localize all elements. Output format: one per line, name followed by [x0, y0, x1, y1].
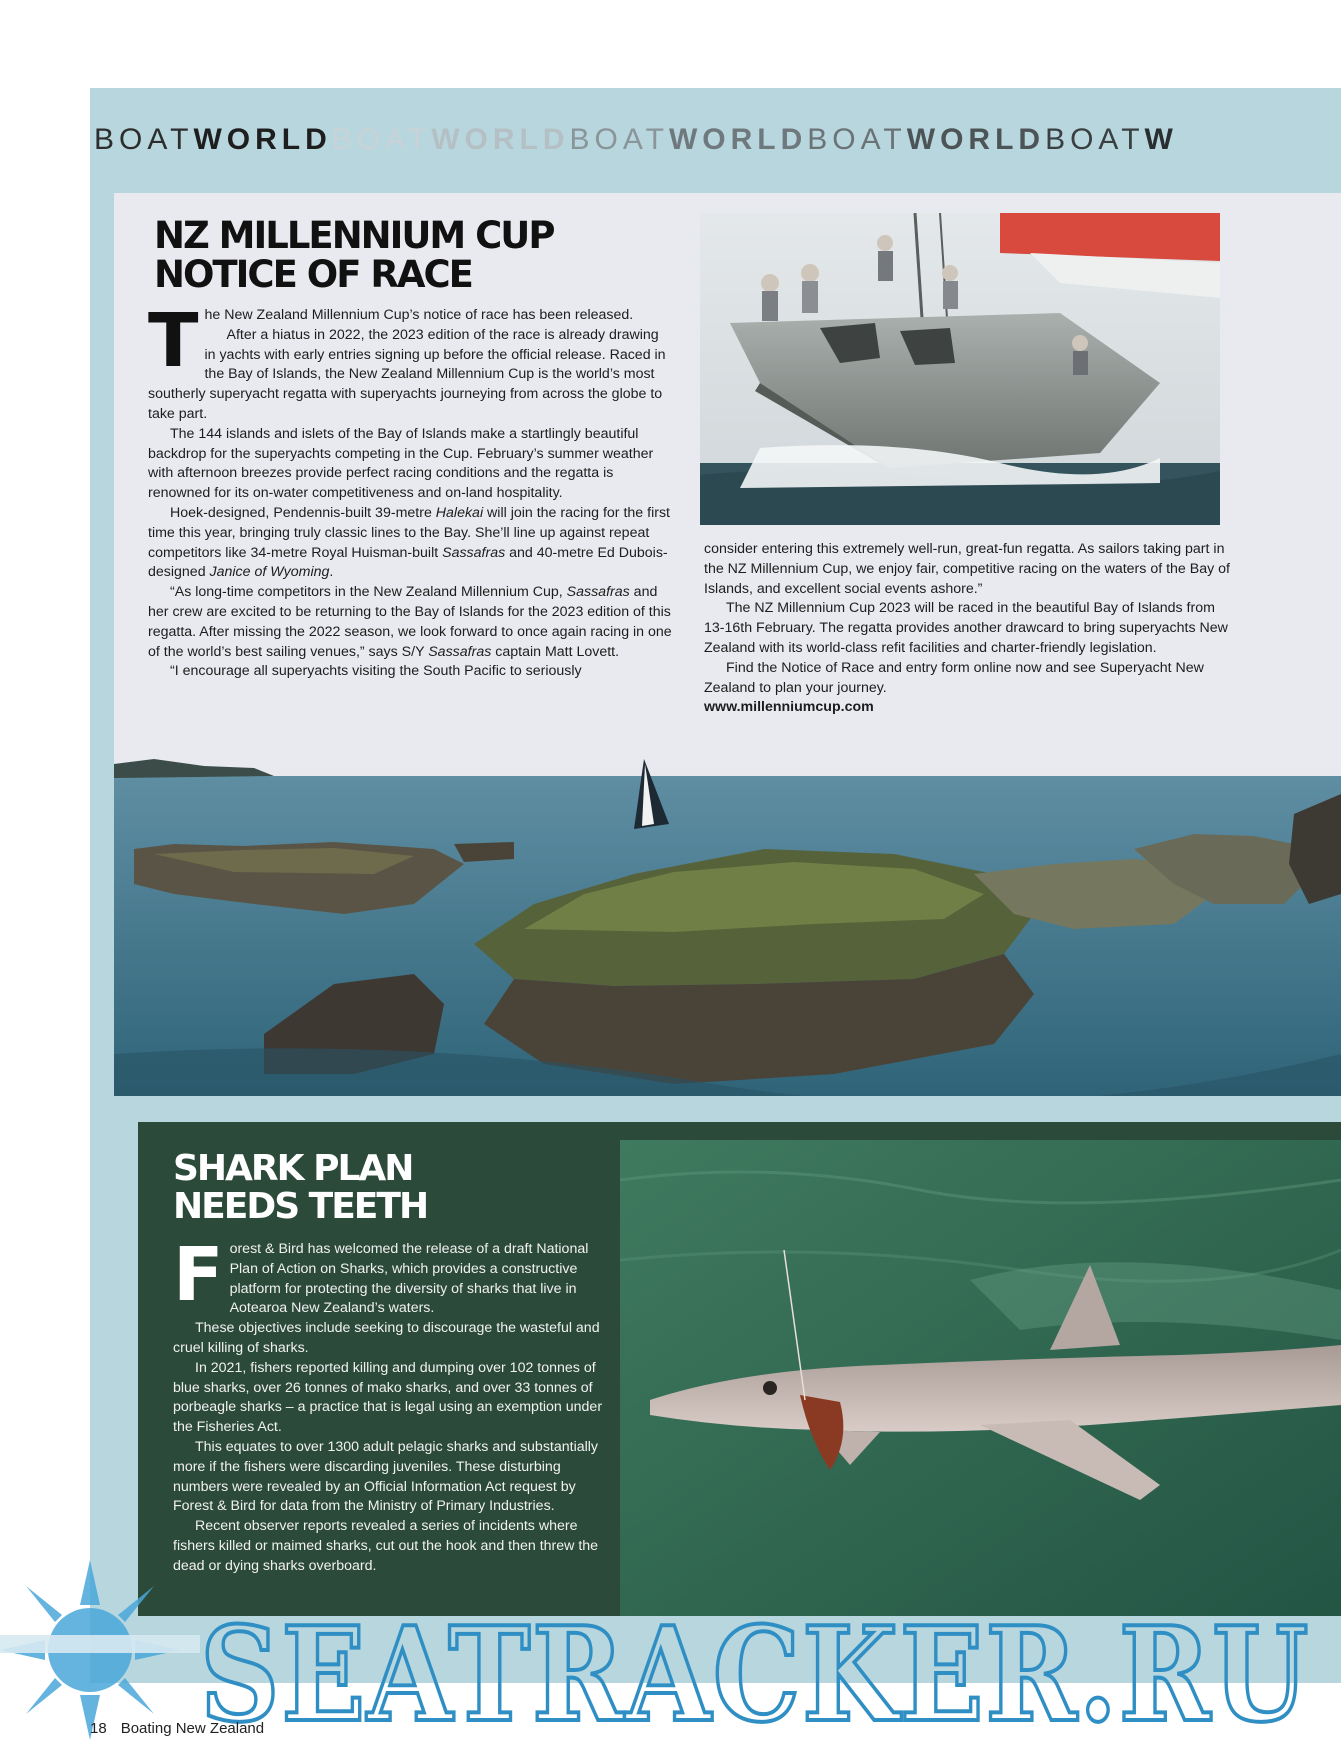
paragraph: The NZ Millennium Cup 2023 will be raced in the beautiful Bay of Islands from 13-16th February. The regatta provides another drawcard to bring superyachts New Zealand with its world-class refit facilities and charter-friendly legislation. — [704, 600, 1228, 656]
paragraph: consider entering this extremely well-run, great-fun regatta. As sailors taking part in the NZ Millennium Cup, we enjoy fair, competitive racing on the waters of the Bay of Islands, and excellent social events ashore.” — [704, 541, 1230, 597]
headline-line-2: NOTICE OF RACE — [154, 253, 472, 296]
paragraph: he New Zealand Millennium Cup’s notice of race has been released. — [204, 307, 634, 323]
text-run: will join the racing for the first time this year, bringing truly classic lines to the Bay. She’ll line up against repeat competitors like 34-metre Royal Huisman-built — [148, 504, 670, 561]
paragraph: The 144 islands and islets of the Bay of Islands make a startlingly beautiful backdrop for the superyachts competing in the Cup. February’s summer weather with afternoon breezes provide perfect racing conditions and the regatta is renowned for its on-water competitiveness and on-land hospitality. — [148, 425, 654, 502]
yacht-name: Sassafras — [428, 643, 492, 660]
bay-of-islands-photo — [114, 754, 1341, 1096]
yacht-name: Halekai — [435, 504, 484, 521]
text-run: “As long-time competitors in the New Zealand Millennium Cup, — [170, 584, 567, 601]
banner-world-3: WORLD — [668, 123, 808, 156]
dropcap: F — [173, 1232, 224, 1318]
shark-plan-column — [173, 1232, 610, 1577]
yacht-name: Sassafras — [442, 544, 506, 561]
page-footer — [90, 1720, 264, 1737]
paragraph: These objectives include seeking to discourage the wasteful and cruel killing of sharks. — [173, 1320, 600, 1356]
yacht-name: Janice of Wyoming — [209, 564, 330, 581]
watermark-text: SEATRACKER.RU — [200, 1598, 1310, 1751]
banner-world-4: WORLD — [906, 123, 1046, 156]
paragraph: “I encourage all superyachts visiting the South Pacific to seriously — [170, 663, 582, 680]
millennium-cup-column-right — [704, 540, 1234, 718]
headline-line-1: NZ MILLENNIUM CUP — [154, 214, 554, 257]
banner-world-5: W — [1144, 123, 1178, 156]
text-run: and 40-metre Ed Dubois-designed — [148, 544, 668, 581]
paragraph: In 2021, fishers reported killing and dumping over 102 tonnes of blue sharks, over 26 tonnes of mako sharks, and over 33 tonnes of porbeagle sharks – a practice that is legal using an exemption under the Fisheries Act. — [173, 1359, 603, 1436]
dropcap: T — [148, 298, 199, 384]
banner-world-2: WORLD — [431, 123, 570, 156]
paragraph: Recent observer reports revealed a series of incidents where fishers killed or maimed sharks, cut out the hook and then threw the dead or dying sharks overboard. — [173, 1518, 599, 1574]
shark-photo — [620, 1140, 1341, 1616]
yacht-name: Sassafras — [566, 584, 630, 601]
shark-plan-headline — [173, 1150, 593, 1226]
text-run: captain Matt Lovett. — [491, 643, 620, 660]
website-link[interactable]: www.millenniumcup.com — [704, 699, 874, 716]
banner-boat-2: BOAT — [331, 123, 432, 156]
banner-boat-5: BOAT — [1045, 123, 1145, 156]
banner-boat-1: BOAT — [94, 123, 194, 156]
millennium-cup-headline — [154, 216, 674, 294]
page-number: 18 — [90, 1720, 107, 1737]
publication-name: Boating New Zealand — [120, 1720, 265, 1737]
paragraph: After a hiatus in 2022, the 2023 edition of the race is already drawing in yachts with early entries signing up before the official release. Raced in the Bay of Islands, the New Zealand Millennium Cup is the world’s most southerly superyacht regatta with superyachts journeying from across the globe to take part. — [148, 326, 666, 422]
paragraph: orest & Bird has welcomed the release of a draft National Plan of Action on Sharks, which provides a constructive platform for protecting the diversity of sharks that live in Aotearoa New Zealand’s waters. — [229, 1241, 589, 1317]
text-run: Hoek-designed, Pendennis-built 39-metre — [170, 504, 436, 521]
banner-boat-3: BOAT — [569, 123, 669, 156]
banner-boat-4: BOAT — [807, 123, 907, 156]
boat-world-banner — [94, 120, 1341, 160]
millennium-cup-column-left — [148, 298, 673, 682]
paragraph: This equates to over 1300 adult pelagic sharks and substantially more if the fishers were discarding juveniles. These disturbing numbers were revealed by an Official Information Act request by Forest & Bird for data from the Ministry of Primary Industries. — [173, 1438, 599, 1515]
paragraph — [148, 583, 673, 662]
banner-world-1: WORLD — [193, 123, 332, 156]
text-run: . — [329, 564, 334, 581]
paragraph — [148, 504, 673, 583]
headline-line-2: NEEDS TEETH — [173, 1186, 428, 1227]
headline-line-1: SHARK PLAN — [173, 1148, 413, 1189]
paragraph: Find the Notice of Race and entry form online now and see Superyacht New Zealand to plan your journey. — [704, 659, 1204, 696]
superyacht-photo — [700, 213, 1220, 525]
text-run: and her crew are excited to be returning to the Bay of Islands for the 2023 edition of this regatta. After missing the 2022 season, we look forward to once again racing in one of the world’s best sailing venues,” says S/Y — [148, 584, 672, 660]
